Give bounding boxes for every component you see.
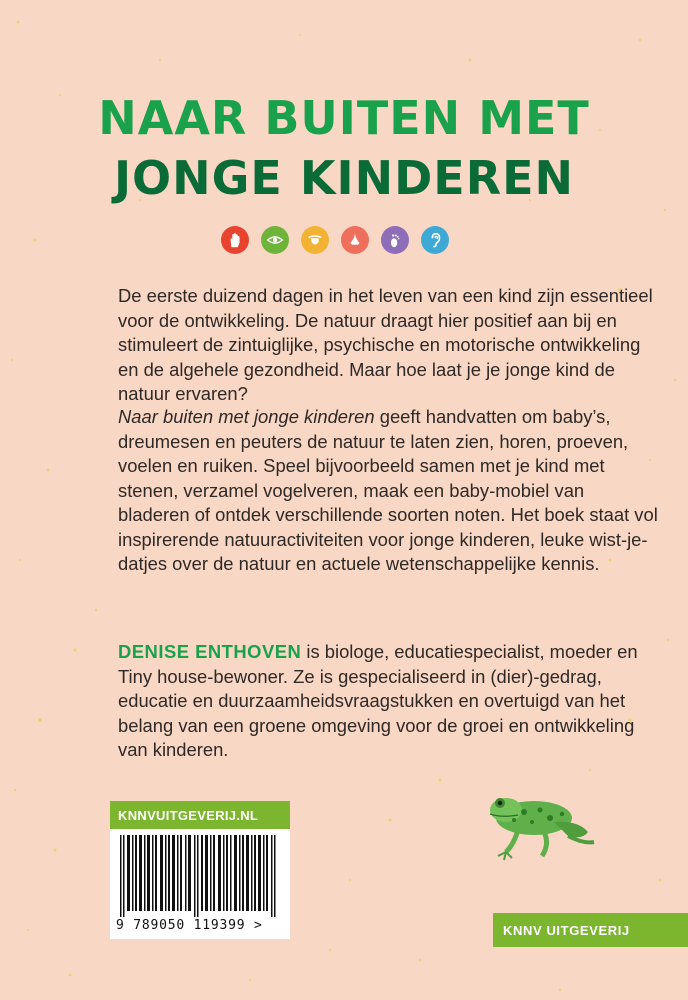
frog-illustration [484, 782, 596, 862]
nose-icon [341, 226, 369, 254]
tongue-icon [301, 226, 329, 254]
senses-icon-row [221, 226, 449, 254]
eye-icon [261, 226, 289, 254]
publisher-label: KNNV UITGEVERIJ [493, 913, 688, 947]
title-line-1: NAAR BUITEN MET [98, 91, 590, 145]
website-label: KNNVUITGEVERIJ.NL [110, 801, 290, 829]
title-line-2: JONGE KINDEREN [113, 151, 575, 205]
author-bio [118, 640, 658, 763]
barcode-bars-icon [120, 835, 280, 917]
book-title [0, 88, 688, 208]
author-name: DENISE ENTHOVEN [118, 641, 302, 662]
isbn-barcode [110, 829, 290, 939]
author-bio-text: is biologe, educatiespecialist, moeder en Tiny house-bewoner. Ze is gespecialiseerd in (dier)-gedrag, educatie en duurzaamheidsvraagstukken en overtuigd van het belang van een groene omgeving voor de groei en ontwikkeling van kinderen. [118, 641, 638, 760]
foot-icon [381, 226, 409, 254]
book-title-italic: Naar buiten met jonge kinderen [118, 406, 375, 427]
blurb-paragraph-2 [118, 405, 658, 577]
blurb-paragraph-2-text: geeft handvatten om baby’s, dreumesen en peuters de natuur te laten zien, horen, proeven, voelen en ruiken. Speel bijvoorbeeld samen met je kind met stenen, verzamel vogelveren, maak een baby-mobiel van bladeren of ontdek verschillende soorten noten. Het boek staat vol inspirerende natuuractiviteiten voor jonge kinderen, leuke wist-je-datjes over de natuur en actuele wetenschappelijke kennis. [118, 406, 658, 574]
ear-icon [421, 226, 449, 254]
blurb-paragraph-1: De eerste duizend dagen in het leven van een kind zijn essentieel voor de ontwikkeling. De natuur draagt hier positief aan bij en stimuleert de zintuiglijke, psychische en motorische ontwikkeling en de algehele gezondheid. Maar hoe laat je je jonge kind de natuur ervaren? [118, 285, 653, 404]
hand-icon [221, 226, 249, 254]
isbn-number: 9 789050 119399 > [116, 918, 263, 933]
